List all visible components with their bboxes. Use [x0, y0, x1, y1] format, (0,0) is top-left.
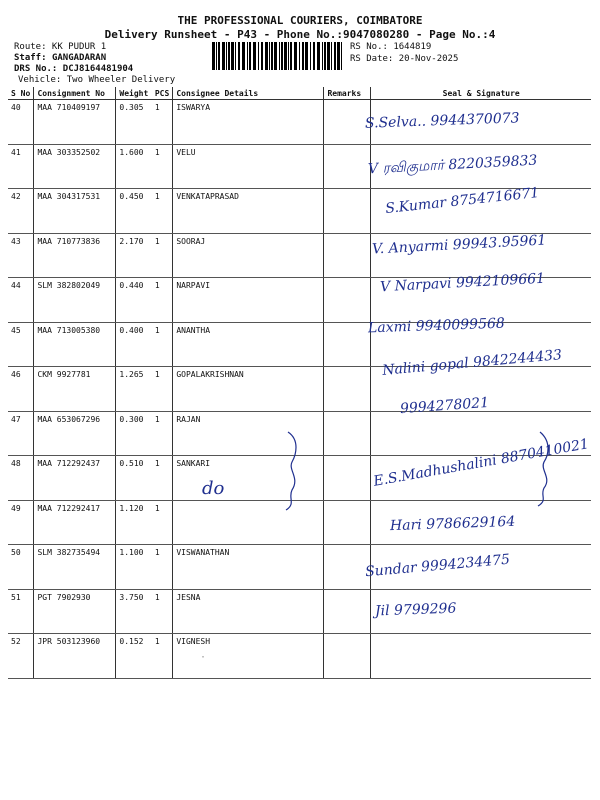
runsheet-subtitle: Delivery Runsheet - P43 - Phone No.:9047080280 - Page No.:4: [104, 28, 496, 41]
signature-row-45: Laxmi 9940099568: [367, 315, 506, 337]
row-consignee: ANANTHA: [173, 322, 324, 367]
signature-row-47: 9994278021: [399, 394, 490, 418]
row-consignment-no: MAA 710773836: [34, 233, 116, 278]
row-consignee: JESNA: [173, 589, 324, 634]
signature-row-50: Hari 9786629164: [389, 513, 516, 535]
signature-row-44: V Narpavi 9942109661: [379, 270, 546, 296]
row-consignee: ISWARYA: [173, 100, 324, 145]
header-remarks: Remarks: [324, 87, 371, 100]
row-consignment-no: MAA 304317531: [34, 189, 116, 234]
row-pcs: 1: [152, 456, 173, 501]
drs-number: DCJ8164481904: [62, 64, 134, 74]
row-weight: 0.400: [116, 322, 152, 367]
row-pcs: 1: [152, 367, 173, 412]
row-consignee: VELU: [173, 144, 324, 189]
row-consignment-no: SLM 382735494: [34, 545, 116, 590]
row-pcs: 1: [152, 233, 173, 278]
staff-name: GANGADARAN: [51, 53, 107, 63]
runsheet-title: THE PROFESSIONAL COURIERS, COIMBATORE: [177, 14, 423, 27]
vehicle-text: Vehicle: Two Wheeler Delivery: [18, 75, 176, 85]
row-weight: 1.600: [116, 144, 152, 189]
signature-row-48-49: E.S.Madhushalini 8870410021: [372, 436, 591, 490]
row-weight: 0.510: [116, 456, 152, 501]
row-consignment-no: MAA 653067296: [34, 411, 116, 456]
row-consignment-no: CKM 9927781: [34, 367, 116, 412]
row-pcs: 1: [152, 189, 173, 234]
row-consignment-no: MAA 713005380: [34, 322, 116, 367]
row-consignment-no: MAA 712292437: [34, 456, 116, 501]
row-weight: 0.152: [116, 634, 152, 679]
row-pcs: 1: [152, 411, 173, 456]
row-consignee: RAJAN: [173, 411, 324, 456]
row-sno: 43: [8, 233, 34, 278]
row-weight: 1.100: [116, 545, 152, 590]
row-sno: 52: [8, 634, 34, 679]
rs-date: RS Date: 20-Nov-2025: [350, 54, 459, 64]
signature-row-42: S.Kumar 8754716671: [384, 184, 540, 218]
row-sno: 40: [8, 100, 34, 145]
staff-label: Staff:: [14, 53, 47, 63]
row-consignee: GOPALAKRISHNAN: [173, 367, 324, 412]
row-sno: 41: [8, 144, 34, 189]
right-bracket-mark: [538, 432, 548, 506]
header-seal-signature: Seal & Signature: [371, 87, 591, 100]
header-consignment: Consignment No: [34, 87, 116, 100]
row-pcs: 1: [152, 322, 173, 367]
row-consignee: NARPAVI: [173, 278, 324, 323]
route-text: Route: KK PUDUR 1: [14, 42, 107, 52]
row-sno: 42: [8, 189, 34, 234]
row-consignee: SANKARI: [173, 456, 324, 501]
row-pcs: 1: [152, 545, 173, 590]
row-weight: 3.750: [116, 589, 152, 634]
row-pcs: 1: [152, 144, 173, 189]
row-sno: 46: [8, 367, 34, 412]
signature-row-52: Jil 9799296: [374, 600, 457, 620]
rs-number: RS No.: 1644819: [350, 42, 432, 52]
row-weight: 0.300: [116, 411, 152, 456]
row-sno: 44: [8, 278, 34, 323]
signature-row-51: Sundar 9994234475: [364, 551, 511, 581]
signature-row-43: V. Anyarmi 99943.95961: [371, 232, 547, 258]
row-weight: 1.120: [116, 500, 152, 545]
row-consignment-no: JPR 503123960: [34, 634, 116, 679]
row-consignment-no: PGT 7902930: [34, 589, 116, 634]
row-sno: 45: [8, 322, 34, 367]
header-sno: S No: [8, 87, 34, 100]
row-sno: 49: [8, 500, 34, 545]
row-consignee: VISWANATHAN: [173, 545, 324, 590]
row-consignment-no: MAA 303352502: [34, 144, 116, 189]
row-weight: 0.450: [116, 189, 152, 234]
row-pcs: 1: [152, 278, 173, 323]
stray-dot: ·: [200, 652, 207, 663]
header-pcs: PCS: [152, 87, 173, 100]
row-sno: 48: [8, 456, 34, 501]
row-pcs: 1: [152, 589, 173, 634]
row-consignment-no: SLM 382802049: [34, 278, 116, 323]
row-weight: 0.305: [116, 100, 152, 145]
row-sno: 50: [8, 545, 34, 590]
row-consignment-no: MAA 710409197: [34, 100, 116, 145]
drs-label: DRS No.:: [14, 64, 58, 74]
row-pcs: 1: [152, 500, 173, 545]
row-pcs: 1: [152, 100, 173, 145]
row-pcs: 1: [152, 634, 173, 679]
header-consignee: Consignee Details: [173, 87, 324, 100]
signature-row-46: Nalini gopal 9842244433: [381, 347, 563, 379]
row-weight: 2.170: [116, 233, 152, 278]
signature-row-40: S.Selva.. 9944370073: [364, 110, 520, 132]
row-weight: 0.440: [116, 278, 152, 323]
row-consignment-no: MAA 712292417: [34, 500, 116, 545]
row-sno: 51: [8, 589, 34, 634]
left-bracket-mark: [286, 432, 296, 510]
row-sno: 47: [8, 411, 34, 456]
row-weight: 1.265: [116, 367, 152, 412]
signature-row-41: V ரவிகுமார் 8220359833: [367, 152, 538, 178]
row-consignee: SOORAJ: [173, 233, 324, 278]
ditto-mark-row-49: do: [202, 478, 225, 499]
row-consignee: VENKATAPRASAD: [173, 189, 324, 234]
row-consignee: VIGNESH: [173, 634, 324, 679]
header-weight: Weight: [116, 87, 152, 100]
